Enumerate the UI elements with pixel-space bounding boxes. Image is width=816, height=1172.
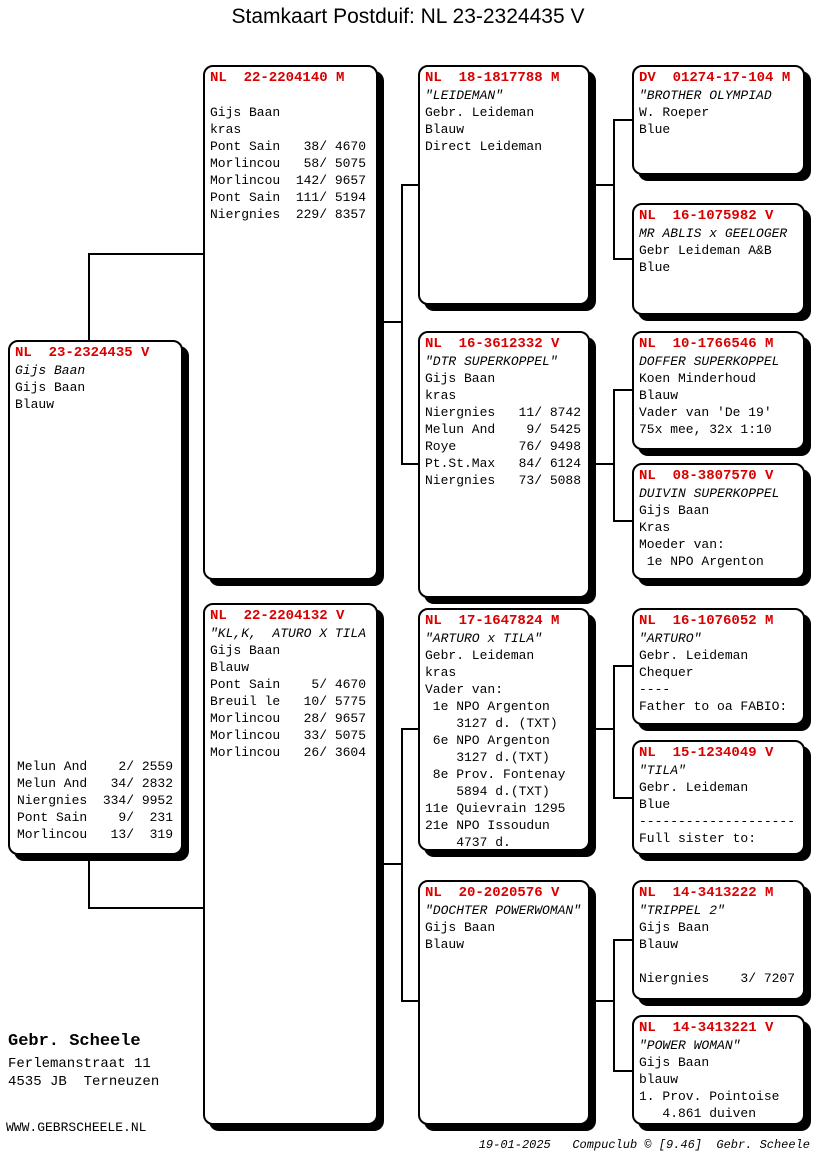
pedigree-connector bbox=[401, 184, 418, 186]
pigeon-details: DOFFER SUPERKOPPEL Koen Minderhoud Blauw Vader van 'De 19' 75x mee, 32x 1:10 bbox=[639, 354, 780, 437]
pedigree-connector bbox=[613, 389, 615, 522]
owner-street: Ferlemanstraat 11 bbox=[8, 1056, 151, 1072]
pigeon-box-maternal-grandfather bbox=[418, 608, 590, 851]
ring-number: NL 17-1647824 M bbox=[425, 613, 560, 629]
pigeon-details: Gijs Baan Gijs Baan Blauw bbox=[15, 363, 86, 412]
pigeon-box-great-grandparent-1 bbox=[632, 65, 805, 175]
pigeon-details: "POWER WOMAN" Gijs Baan blauw 1. Prov. Pointoise 4.861 duiven bbox=[639, 1038, 780, 1121]
ring-number: NL 14-3413222 M bbox=[639, 885, 774, 901]
pedigree-connector bbox=[401, 463, 418, 465]
pigeon-box-paternal-grandfather bbox=[418, 65, 590, 305]
pedigree-connector bbox=[378, 321, 403, 323]
pigeon-box-great-grandparent-6 bbox=[632, 740, 805, 855]
pigeon-details: Gijs Baan kras Pont Sain 38/ 4670 Morlincou 58/ 5075 Morlincou 142/ 9657 Pont Sain 111/ 5194 Niergnies 229/ 8357 bbox=[210, 105, 367, 222]
pedigree-connector bbox=[590, 728, 615, 730]
pedigree-connector bbox=[613, 258, 632, 260]
pedigree-connector bbox=[613, 389, 632, 391]
pedigree-connector bbox=[613, 520, 632, 522]
pigeon-details: "TILA" Gebr. Leideman Blue -------------------- Full sister to: bbox=[639, 763, 796, 846]
pedigree-connector bbox=[613, 939, 632, 941]
pigeon-details: "KL,K, ATURO X TILA Gijs Baan Blauw Pont Sain 5/ 4670 Breuil le 10/ 5775 Morlincou 28/ 9657 Morlincou 33/ 5075 Morlincou 26/ 3604 bbox=[210, 626, 367, 760]
pedigree-connector bbox=[88, 907, 203, 909]
ring-number: NL 22-2204140 M bbox=[210, 70, 345, 86]
pedigree-connector bbox=[401, 728, 418, 730]
pigeon-details: "ARTURO" Gebr. Leideman Chequer ---- Father to oa FABIO: bbox=[639, 631, 788, 714]
owner-website: WWW.GEBRSCHEELE.NL bbox=[6, 1120, 147, 1135]
footer-credits: 19-01-2025 Compuclub © [9.46] Gebr. Scheele bbox=[478, 1138, 810, 1152]
pigeon-box-great-grandparent-4 bbox=[632, 463, 805, 580]
pigeon-details: "DOCHTER POWERWOMAN" Gijs Baan Blauw bbox=[425, 903, 582, 952]
pedigree-connector bbox=[613, 1070, 632, 1072]
pedigree-connector bbox=[88, 253, 203, 255]
pedigree-connector bbox=[590, 463, 615, 465]
ring-number: NL 23-2324435 V bbox=[15, 345, 150, 361]
ring-number: NL 08-3807570 V bbox=[639, 468, 774, 484]
ring-number: NL 15-1234049 V bbox=[639, 745, 774, 761]
pedigree-connector bbox=[88, 253, 90, 340]
pigeon-details: DUIVIN SUPERKOPPEL Gijs Baan Kras Moeder van: 1e NPO Argenton bbox=[639, 486, 780, 569]
pedigree-connector bbox=[401, 728, 403, 1002]
ring-number: NL 20-2020576 V bbox=[425, 885, 560, 901]
pedigree-connector bbox=[590, 1000, 615, 1002]
pigeon-details: "TRIPPEL 2" Gijs Baan Blauw Niergnies 3/ 7207 bbox=[639, 903, 796, 986]
pedigree-connector bbox=[378, 863, 403, 865]
pigeon-box-great-grandparent-8 bbox=[632, 1015, 805, 1125]
page-title: Stamkaart Postduif: NL 23-2324435 V bbox=[231, 5, 585, 28]
pedigree-connector bbox=[613, 119, 615, 260]
pigeon-box-maternal-grandmother bbox=[418, 880, 590, 1125]
pedigree-connector bbox=[613, 665, 615, 799]
pigeon-details: MR ABLIS x GEELOGER Gebr Leideman A&B Blue bbox=[639, 226, 788, 275]
pigeon-box-father bbox=[203, 65, 378, 580]
pigeon-details: "ARTURO x TILA" Gebr. Leideman kras Vader van: 1e NPO Argenton 3127 d. (TXT) 6e NPO Argenton 3127 d.(TXT) 8e Prov. Fontenay 5894 d.(TXT) 11e Quievrain 1295 21e NPO Issoudun 4737 d. bbox=[425, 631, 566, 850]
pedigree-connector bbox=[613, 797, 632, 799]
pedigree-connector bbox=[613, 665, 632, 667]
pigeon-box-great-grandparent-2 bbox=[632, 203, 805, 315]
ring-number: NL 16-1076052 M bbox=[639, 613, 774, 629]
pigeon-box-subject bbox=[8, 340, 183, 855]
pigeon-box-great-grandparent-3 bbox=[632, 331, 805, 450]
pedigree-connector bbox=[590, 184, 615, 186]
ring-number: NL 22-2204132 V bbox=[210, 608, 345, 624]
pedigree-connector bbox=[401, 1000, 418, 1002]
owner-city: 4535 JB Terneuzen bbox=[8, 1074, 160, 1090]
pigeon-box-great-grandparent-7 bbox=[632, 880, 805, 1000]
pigeon-box-great-grandparent-5 bbox=[632, 608, 805, 725]
race-results: Melun And 2/ 2559 Melun And 34/ 2832 Niergnies 334/ 9952 Pont Sain 9/ 231 Morlincou 13/ 319 bbox=[17, 759, 174, 842]
pedigree-connector bbox=[88, 855, 90, 909]
owner-name: Gebr. Scheele bbox=[8, 1032, 141, 1051]
ring-number: NL 18-1817788 M bbox=[425, 70, 560, 86]
pedigree-connector bbox=[401, 184, 403, 465]
pigeon-details: "BROTHER OLYMPIAD W. Roeper Blue bbox=[639, 88, 772, 137]
pedigree-connector bbox=[613, 119, 632, 121]
pigeon-box-paternal-grandmother bbox=[418, 331, 590, 598]
ring-number: NL 14-3413221 V bbox=[639, 1020, 774, 1036]
pigeon-box-mother bbox=[203, 603, 378, 1125]
ring-number: NL 10-1766546 M bbox=[639, 336, 774, 352]
ring-number: DV 01274-17-104 M bbox=[639, 70, 791, 86]
pigeon-details: "LEIDEMAN" Gebr. Leideman Blauw Direct Leideman bbox=[425, 88, 543, 154]
pigeon-details: "DTR SUPERKOPPEL" Gijs Baan kras Niergnies 11/ 8742 Melun And 9/ 5425 Roye 76/ 9498 Pt.St.Max 84/ 6124 Niergnies 73/ 5088 bbox=[425, 354, 582, 488]
pedigree-connector bbox=[613, 939, 615, 1072]
ring-number: NL 16-3612332 V bbox=[425, 336, 560, 352]
ring-number: NL 16-1075982 V bbox=[639, 208, 774, 224]
